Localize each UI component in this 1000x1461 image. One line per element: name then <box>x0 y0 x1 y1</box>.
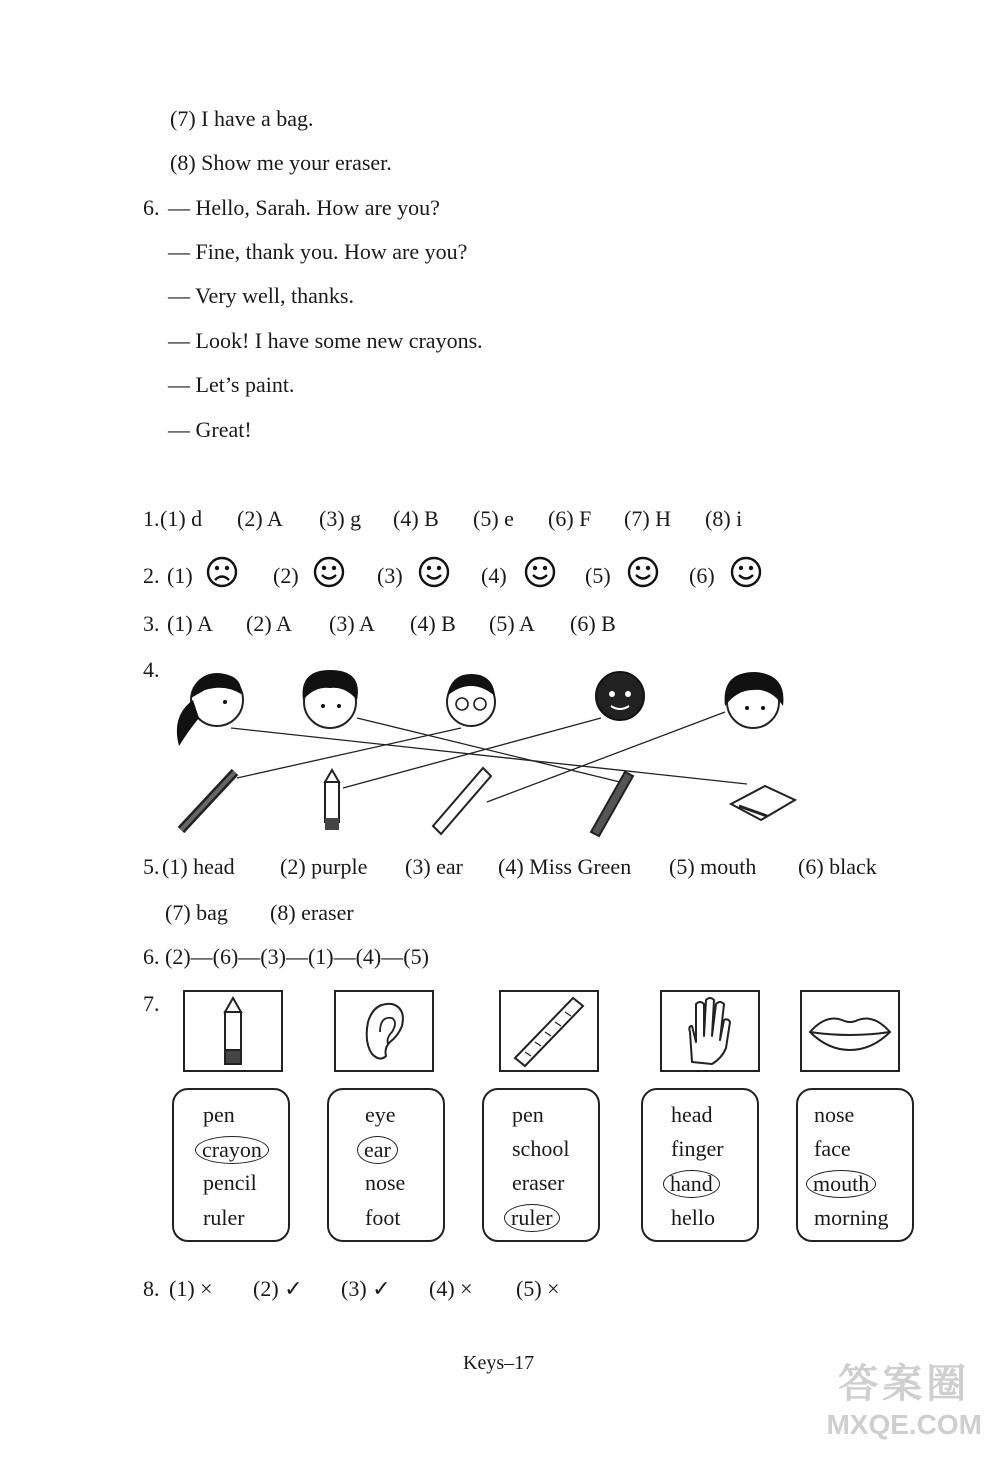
q1-item: (6) F <box>548 506 592 531</box>
q8-item: (5) × <box>516 1276 560 1301</box>
word: ruler <box>203 1205 245 1230</box>
word: nose <box>814 1102 855 1127</box>
q1-item: (8) i <box>705 506 743 531</box>
q5-answers-line2 <box>165 902 425 928</box>
girl-short-hair-icon <box>725 672 784 728</box>
q5-item: (5) mouth <box>669 854 757 879</box>
dialogue-line: — Fine, thank you. How are you? <box>168 239 468 264</box>
q2-label: (4) <box>481 563 507 588</box>
q5-item: (7) bag <box>165 900 228 925</box>
ruler-icon <box>433 768 491 834</box>
q4-matching-illustration <box>165 660 805 840</box>
q1-item: (2) A <box>237 506 283 531</box>
word: pen <box>203 1102 235 1127</box>
word-box <box>482 1088 600 1242</box>
line-7: (7) I have a bag. <box>170 106 314 131</box>
word: pen <box>512 1102 544 1127</box>
boy-glasses-icon <box>447 674 495 726</box>
word: finger <box>671 1136 724 1161</box>
q8-item: (4) × <box>429 1276 473 1301</box>
word: nose <box>365 1170 406 1195</box>
ear-icon <box>336 992 432 1070</box>
q8-number: 8. <box>143 1276 160 1301</box>
dialogue-line: — Let’s paint. <box>168 372 295 397</box>
picture-box <box>660 990 760 1072</box>
q7-number: 7. <box>143 991 160 1016</box>
q3-item: (2) A <box>246 611 292 636</box>
crayon-icon <box>325 770 339 830</box>
boy-curly-hair-icon <box>303 670 358 728</box>
circled-word: crayon <box>195 1136 269 1164</box>
picture-box <box>499 990 599 1072</box>
pen-icon <box>591 772 633 836</box>
q5-item: (4) Miss Green <box>498 854 632 879</box>
circled-word: ear <box>357 1136 398 1164</box>
dialogue-number: 6. <box>143 195 160 220</box>
q5-item: (8) eraser <box>270 900 354 925</box>
q5-item: (2) purple <box>280 854 368 879</box>
word: hello <box>671 1205 715 1230</box>
q3-item: (5) A <box>489 611 535 636</box>
q1-item: (4) B <box>393 506 439 531</box>
word-box <box>327 1088 445 1242</box>
circled-word: mouth <box>806 1170 876 1198</box>
girl-ponytail-icon <box>177 674 243 747</box>
lips-icon <box>802 992 898 1070</box>
q8-item: (2) ✓ <box>253 1276 303 1301</box>
q1-item: (7) H <box>624 506 672 531</box>
picture-box <box>800 990 900 1072</box>
word-box <box>796 1088 914 1242</box>
q4-number: 4. <box>143 657 160 682</box>
q5-item: (3) ear <box>405 854 464 879</box>
line-8: (8) Show me your eraser. <box>170 150 392 175</box>
q3-item: (3) A <box>329 611 375 636</box>
circled-word: ruler <box>504 1204 560 1232</box>
pencil-icon <box>181 772 235 830</box>
q1-item: (5) e <box>473 506 514 531</box>
happy-face-icon <box>313 556 345 588</box>
q2-number: 2. <box>143 563 160 588</box>
hand-icon <box>662 992 758 1070</box>
q3-item: (1) A <box>167 611 213 636</box>
pencil-box-icon <box>731 786 795 820</box>
q1-item: (1) d <box>160 506 203 531</box>
q8-item: (1) × <box>169 1276 213 1301</box>
word: eye <box>365 1102 396 1127</box>
q3-item: (4) B <box>410 611 456 636</box>
q2-label: (2) <box>273 563 299 588</box>
word: eraser <box>512 1170 565 1195</box>
q2-label: (5) <box>585 563 611 588</box>
boy-dark-skin-icon <box>596 672 644 720</box>
ruler-icon <box>501 992 597 1070</box>
q8-item: (3) ✓ <box>341 1276 391 1301</box>
watermark <box>826 1352 982 1441</box>
sad-face-icon <box>206 556 238 588</box>
happy-face-icon <box>524 556 556 588</box>
circled-word: hand <box>663 1170 720 1198</box>
watermark-url: MXQE.COM <box>826 1409 982 1440</box>
happy-face-icon <box>418 556 450 588</box>
q2-label: (1) <box>167 563 193 588</box>
dialogue-line: — Look! I have some new crayons. <box>168 328 483 353</box>
q1-number: 1. <box>143 506 160 531</box>
dialogue-line: — Hello, Sarah. How are you? <box>168 195 440 220</box>
crayon-icon <box>185 992 281 1070</box>
word: pencil <box>203 1170 257 1195</box>
watermark-chinese: 答案圈 <box>838 1362 971 1406</box>
q1-answers <box>143 508 843 534</box>
q1-item: (3) g <box>319 506 362 531</box>
q2-label: (3) <box>377 563 403 588</box>
word-box <box>641 1088 759 1242</box>
q5-number: 5. <box>143 854 160 879</box>
q8-answers <box>143 1278 603 1304</box>
word: face <box>814 1136 851 1161</box>
word: foot <box>365 1205 401 1230</box>
q3-answers <box>143 613 643 639</box>
picture-box <box>334 990 434 1072</box>
page-number: Keys–17 <box>463 1352 535 1374</box>
word: school <box>512 1136 570 1161</box>
q6-answer: 6. (2)—(6)—(3)—(1)—(4)—(5) <box>143 944 429 969</box>
q2-label: (6) <box>689 563 715 588</box>
happy-face-icon <box>627 556 659 588</box>
word-box <box>172 1088 290 1242</box>
q5-answers-line1 <box>143 856 903 882</box>
picture-box <box>183 990 283 1072</box>
q5-item: (6) black <box>798 854 877 879</box>
dialogue-line: — Great! <box>168 417 252 442</box>
word: morning <box>814 1205 889 1230</box>
q5-item: (1) head <box>162 854 235 879</box>
q3-item: (6) B <box>570 611 616 636</box>
dialogue-line: — Very well, thanks. <box>168 283 354 308</box>
happy-face-icon <box>730 556 762 588</box>
word: head <box>671 1102 713 1127</box>
q3-number: 3. <box>143 611 160 636</box>
